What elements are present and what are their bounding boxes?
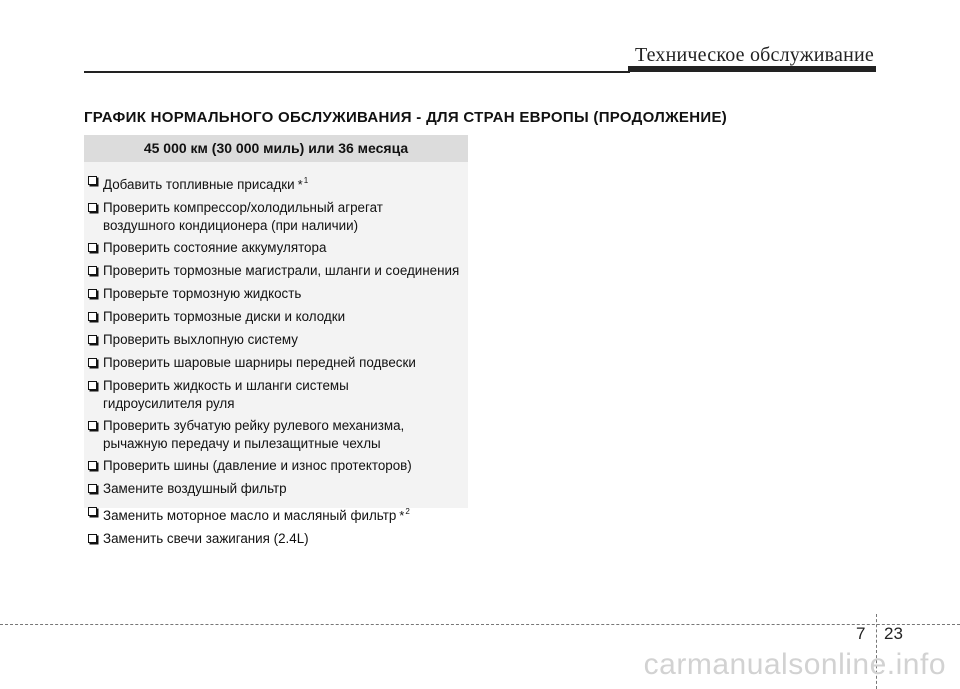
checklist-item-label: Добавить топливные присадки [103, 177, 295, 192]
checklist-item-text: Проверить шины (давление и износ протекторов) [103, 458, 412, 473]
checklist-item-text: гидроусилителя руля [103, 396, 235, 411]
header-rule-thick [628, 66, 876, 72]
checklist-item-text: Замените воздушный фильтр [103, 481, 287, 496]
checklist-item-text: Проверить жидкость и шланги системы [103, 378, 349, 393]
checklist-item-text: Проверить компрессор/холодильный агрегат [103, 200, 383, 215]
checkbox-icon [88, 266, 97, 275]
footnote-mark: * [399, 508, 405, 523]
checklist-item-text: Проверить зубчатую рейку рулевого механизма, [103, 418, 405, 433]
header-title: Техническое обслуживание [634, 44, 874, 66]
chapter-number: 7 [856, 624, 866, 643]
checklist-item [84, 331, 468, 349]
checkbox-icon [88, 484, 97, 493]
bottom-rule [0, 624, 960, 625]
checkbox-icon [88, 289, 97, 298]
checkbox-icon [88, 335, 97, 344]
checkbox-icon [88, 534, 97, 543]
checklist-item [84, 480, 468, 498]
checklist-item-text [103, 172, 468, 194]
checklist-item [84, 457, 468, 475]
checkbox-icon [88, 176, 97, 185]
checklist-item [84, 503, 468, 525]
checkbox-icon [88, 203, 97, 212]
checkbox-icon [88, 243, 97, 252]
checkbox-icon [88, 358, 97, 367]
footnote-mark: * [297, 177, 303, 192]
checklist-item [84, 530, 468, 548]
checklist-item-text: Проверить шаровые шарниры передней подвески [103, 355, 416, 370]
checklist-item [84, 285, 468, 303]
checklist-item-text: Проверить состояние аккумулятора [103, 240, 327, 255]
section-title: ГРАФИК НОРМАЛЬНОГО ОБСЛУЖИВАНИЯ - ДЛЯ СТРАН ЕВРОПЫ (ПРОДОЛЖЕНИЕ) [84, 109, 728, 126]
checklist-item-text: Проверить тормозные магистрали, шланги и соединения [103, 263, 460, 278]
checklist-item-text: Заменить свечи зажигания (2.4L) [103, 531, 309, 546]
checklist-item-label: Заменить моторное масло и масляный фильтр [103, 508, 397, 523]
checklist-item [84, 417, 468, 453]
checklist-item [84, 239, 468, 257]
checkbox-icon [88, 461, 97, 470]
checklist-item-text: воздушного кондиционера (при наличии) [103, 218, 359, 233]
footnote-number: 2 [405, 507, 410, 516]
checkbox-icon [88, 507, 97, 516]
header-rule-thin [84, 71, 630, 73]
checklist-item-text: Проверить тормозные диски и колодки [103, 309, 346, 324]
checklist-item [84, 377, 468, 413]
checklist-item-text: Проверьте тормозную жидкость [103, 286, 302, 301]
schedule-box [84, 135, 468, 546]
checklist-item [84, 262, 468, 280]
schedule-heading: 45 000 км (30 000 миль) или 36 месяца [84, 135, 468, 162]
checklist-item [84, 354, 468, 372]
checkbox-icon [88, 421, 97, 430]
checklist-item-text [103, 503, 468, 525]
checklist-item [84, 308, 468, 326]
page-number: 23 [884, 624, 903, 643]
checkbox-icon [88, 381, 97, 390]
checklist-item [84, 172, 468, 194]
checklist-item-text: Проверить выхлопную систему [103, 332, 298, 347]
checklist-item-text: рычажную передачу и пылезащитные чехлы [103, 436, 381, 451]
schedule-items [84, 162, 468, 548]
watermark: carmanualsonline.info [643, 648, 946, 681]
checklist-item [84, 199, 468, 235]
checkbox-icon [88, 312, 97, 321]
footnote-number: 1 [303, 176, 309, 185]
